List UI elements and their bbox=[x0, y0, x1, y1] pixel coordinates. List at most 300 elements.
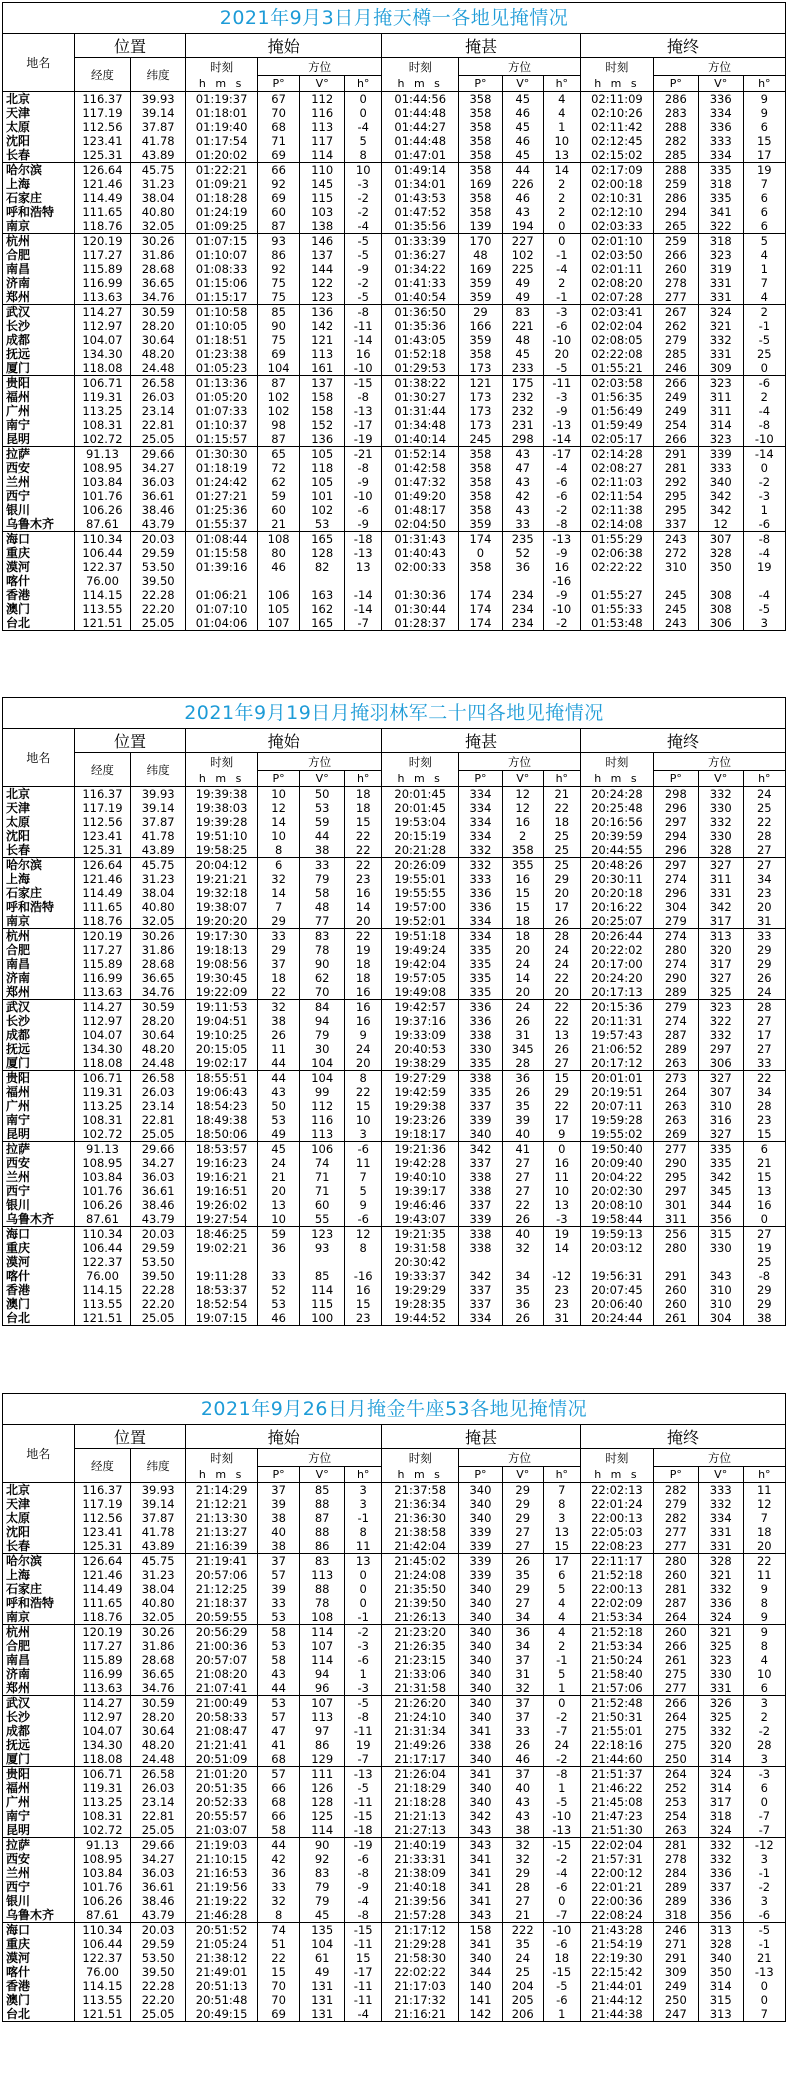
table-cell: 8 bbox=[743, 1639, 785, 1653]
table-cell: 114.27 bbox=[74, 305, 130, 320]
table-cell bbox=[345, 574, 382, 588]
table-cell: 339 bbox=[459, 1568, 503, 1582]
table-row bbox=[3, 1042, 786, 1056]
table-row bbox=[3, 1483, 786, 1498]
table-cell: 20:19:51 bbox=[580, 1085, 653, 1099]
table-cell: 62 bbox=[300, 971, 345, 985]
table-cell: 266 bbox=[653, 1696, 698, 1711]
table-cell: 49 bbox=[502, 290, 543, 305]
table-cell: 320 bbox=[698, 1738, 743, 1752]
table-cell: 101 bbox=[300, 489, 345, 503]
table-cell: 36 bbox=[502, 560, 543, 574]
table-cell: 23 bbox=[345, 872, 382, 886]
table-cell: 36.03 bbox=[131, 1170, 186, 1184]
table-cell: 19:38:03 bbox=[186, 801, 258, 815]
table-cell: 21:26:04 bbox=[382, 1767, 459, 1782]
place-name: 昆明 bbox=[3, 432, 75, 447]
header-mid: 掩甚 bbox=[382, 729, 581, 753]
table-cell: 55 bbox=[300, 1212, 345, 1227]
table-cell: 52 bbox=[502, 546, 543, 560]
table-cell: 21:26:35 bbox=[382, 1639, 459, 1653]
table-cell: 02:11:38 bbox=[580, 503, 653, 517]
table-cell: 358 bbox=[459, 475, 503, 489]
table-cell: 21:26:20 bbox=[382, 1696, 459, 1711]
table-cell: 113 bbox=[300, 120, 345, 134]
table-cell: 24 bbox=[502, 1951, 543, 1965]
table-cell: 334 bbox=[698, 106, 743, 120]
table-cell: 275 bbox=[653, 1667, 698, 1681]
table-cell: 20:30:42 bbox=[382, 1255, 459, 1269]
table-cell: 27 bbox=[502, 1525, 543, 1539]
header-h: h° bbox=[743, 1467, 785, 1483]
table-cell: 39 bbox=[257, 1497, 299, 1511]
header-p: P° bbox=[459, 771, 503, 787]
table-cell: 70 bbox=[257, 1979, 299, 1993]
table-cell: 19:40:10 bbox=[382, 1170, 459, 1184]
table-cell bbox=[300, 574, 345, 588]
place-name: 济南 bbox=[3, 276, 75, 290]
table-cell: 01:41:33 bbox=[382, 276, 459, 290]
table-cell: 104.07 bbox=[74, 333, 130, 347]
table-cell: 1 bbox=[743, 262, 785, 276]
table-row bbox=[3, 1198, 786, 1212]
table-cell: 290 bbox=[653, 1156, 698, 1170]
table-cell: 19:21:21 bbox=[186, 872, 258, 886]
table-row bbox=[3, 1113, 786, 1127]
table-cell: 264 bbox=[653, 1767, 698, 1782]
table-cell: 314 bbox=[698, 1781, 743, 1795]
table-cell: 32 bbox=[502, 1838, 543, 1853]
table-cell: 44 bbox=[257, 1056, 299, 1071]
table-cell: 144 bbox=[300, 262, 345, 276]
table-cell: 266 bbox=[653, 432, 698, 447]
table-cell: 01:15:06 bbox=[186, 276, 258, 290]
table-row bbox=[3, 1923, 786, 1938]
table-cell: 22 bbox=[257, 985, 299, 1000]
table-cell: 340 bbox=[459, 1582, 503, 1596]
table-cell: 88 bbox=[300, 1525, 345, 1539]
table-cell: 122.37 bbox=[74, 1951, 130, 1965]
place-name: 广州 bbox=[3, 1795, 75, 1809]
place-name: 厦门 bbox=[3, 1056, 75, 1071]
table-cell: 1 bbox=[543, 120, 580, 134]
table-cell: 71 bbox=[300, 1184, 345, 1198]
table-cell: 114.15 bbox=[74, 1283, 130, 1297]
table-cell: -11 bbox=[345, 1795, 382, 1809]
table-cell: 249 bbox=[653, 390, 698, 404]
table-cell: 49 bbox=[300, 1965, 345, 1979]
table-body bbox=[3, 787, 786, 1326]
table-cell: 21:49:26 bbox=[382, 1738, 459, 1752]
table-cell: 29.66 bbox=[131, 1838, 186, 1853]
table-cell: 21:54:19 bbox=[580, 1937, 653, 1951]
table-cell: 7 bbox=[743, 1511, 785, 1525]
table-cell: 19:32:18 bbox=[186, 886, 258, 900]
table-cell: 165 bbox=[300, 532, 345, 547]
table-cell: 116.37 bbox=[74, 1483, 130, 1498]
table-cell: 126.64 bbox=[74, 858, 130, 873]
table-cell: 1 bbox=[543, 2007, 580, 2022]
table-cell: 8 bbox=[257, 1908, 299, 1923]
table-cell: 18:46:25 bbox=[186, 1227, 258, 1242]
table-cell: 19 bbox=[743, 1241, 785, 1255]
table-cell: 98 bbox=[257, 418, 299, 432]
table-cell: 234 bbox=[502, 602, 543, 616]
table-cell: 29 bbox=[743, 957, 785, 971]
table-cell: 71 bbox=[257, 134, 299, 148]
table-cell: 340 bbox=[459, 1696, 503, 1711]
table-cell: 314 bbox=[698, 1752, 743, 1767]
table-cell: 0 bbox=[345, 1582, 382, 1596]
table-cell: 113.55 bbox=[74, 602, 130, 616]
table-cell: 02:14:28 bbox=[580, 447, 653, 462]
table-cell: 25 bbox=[543, 843, 580, 858]
table-cell: 79 bbox=[300, 1880, 345, 1894]
table-cell: 01:04:06 bbox=[186, 616, 258, 631]
table-cell: 19:04:51 bbox=[186, 1014, 258, 1028]
table-cell: 19:21:36 bbox=[382, 1142, 459, 1157]
table-cell: 134.30 bbox=[74, 1042, 130, 1056]
table-cell: 28.68 bbox=[131, 1653, 186, 1667]
header-name: 地名 bbox=[3, 1425, 75, 1483]
table-cell: 02:03:33 bbox=[580, 219, 653, 234]
table-cell: 334 bbox=[698, 1511, 743, 1525]
table-cell: 19:16:51 bbox=[186, 1184, 258, 1198]
table-cell: -17 bbox=[543, 447, 580, 462]
place-name: 昆明 bbox=[3, 1823, 75, 1838]
table-cell: 37 bbox=[257, 1554, 299, 1569]
table-row bbox=[3, 305, 786, 320]
table-cell: -15 bbox=[345, 1809, 382, 1823]
table-cell: 48.20 bbox=[131, 1738, 186, 1752]
table-cell: 44 bbox=[257, 1681, 299, 1696]
table-cell: 358 bbox=[459, 148, 503, 163]
table-cell: 341 bbox=[698, 205, 743, 219]
table-cell bbox=[743, 574, 785, 588]
table-cell: 01:43:05 bbox=[382, 333, 459, 347]
table-cell: 325 bbox=[698, 1639, 743, 1653]
table-cell: 01:40:14 bbox=[382, 432, 459, 447]
table-cell: 102.72 bbox=[74, 1823, 130, 1838]
table-cell: 31 bbox=[743, 914, 785, 929]
table-cell: 5 bbox=[543, 1667, 580, 1681]
table-cell: 122.37 bbox=[74, 560, 130, 574]
table-cell: 45 bbox=[257, 1142, 299, 1157]
header-bearing: 方位 bbox=[257, 753, 381, 771]
table-cell: 102 bbox=[300, 503, 345, 517]
table-cell: 46 bbox=[502, 134, 543, 148]
table-cell: 337 bbox=[653, 517, 698, 532]
table-cell: 2 bbox=[543, 191, 580, 205]
table-cell: -3 bbox=[743, 489, 785, 503]
table-cell: 2 bbox=[543, 1639, 580, 1653]
table-cell: 102.72 bbox=[74, 1127, 130, 1142]
table-cell: 100 bbox=[300, 1311, 345, 1326]
header-v: V° bbox=[698, 76, 743, 92]
header-begin: 掩始 bbox=[186, 1425, 382, 1449]
table-cell: -11 bbox=[345, 1937, 382, 1951]
table-cell: 264 bbox=[653, 1710, 698, 1724]
table-cell: 19:43:07 bbox=[382, 1212, 459, 1227]
table-cell: 256 bbox=[653, 1227, 698, 1242]
table-cell: 136 bbox=[300, 432, 345, 447]
table-cell: 21:44:38 bbox=[580, 2007, 653, 2022]
header-hms: h m s bbox=[382, 76, 459, 92]
table-cell: 21:27:13 bbox=[382, 1823, 459, 1838]
place-name: 沈阳 bbox=[3, 829, 75, 843]
table-cell: -14 bbox=[345, 588, 382, 602]
table-cell: 103.84 bbox=[74, 1170, 130, 1184]
table-cell: 332 bbox=[698, 1028, 743, 1042]
table-cell: 76.00 bbox=[74, 1965, 130, 1979]
table-cell: 21:33:06 bbox=[382, 1667, 459, 1681]
table-cell: 21:13:27 bbox=[186, 1525, 258, 1539]
table-cell: 47 bbox=[257, 1724, 299, 1738]
table-cell: 02:08:20 bbox=[580, 276, 653, 290]
table-cell: 8 bbox=[743, 1596, 785, 1610]
table-cell: 125.31 bbox=[74, 843, 130, 858]
table-cell: 21:29:28 bbox=[382, 1937, 459, 1951]
table-cell: 279 bbox=[653, 1000, 698, 1015]
header-begin: 掩始 bbox=[186, 729, 382, 753]
table-cell: 334 bbox=[459, 914, 503, 929]
header-h: h° bbox=[543, 76, 580, 92]
table-cell: 281 bbox=[653, 461, 698, 475]
table-cell: 58 bbox=[300, 886, 345, 900]
table-cell: 38.46 bbox=[131, 1894, 186, 1908]
table-cell: 334 bbox=[459, 929, 503, 944]
place-name: 长春 bbox=[3, 843, 75, 858]
table-row bbox=[3, 532, 786, 547]
table-cell: 8 bbox=[345, 148, 382, 163]
table-cell: 20:44:55 bbox=[580, 843, 653, 858]
table-row bbox=[3, 1880, 786, 1894]
table-cell: 342 bbox=[459, 1809, 503, 1823]
table-cell: 334 bbox=[459, 829, 503, 843]
place-name: 抚远 bbox=[3, 347, 75, 361]
table-cell: 45.75 bbox=[131, 163, 186, 178]
table-cell: 26 bbox=[502, 1738, 543, 1752]
table-cell: 317 bbox=[698, 914, 743, 929]
table-cell: -7 bbox=[743, 1809, 785, 1823]
table-cell: 126.64 bbox=[74, 1554, 130, 1569]
table-cell: 25.05 bbox=[131, 432, 186, 447]
table-cell: 345 bbox=[502, 1042, 543, 1056]
table-cell: 317 bbox=[698, 957, 743, 971]
table-cell: 27 bbox=[743, 1042, 785, 1056]
table-cell: 114.27 bbox=[74, 1696, 130, 1711]
table-cell: 23 bbox=[543, 1297, 580, 1311]
table-cell: 336 bbox=[698, 92, 743, 107]
table-cell: 358 bbox=[459, 120, 503, 134]
place-name: 南京 bbox=[3, 1610, 75, 1625]
table-cell: 104 bbox=[257, 361, 299, 376]
table-cell: 128 bbox=[300, 546, 345, 560]
table-cell: -10 bbox=[743, 432, 785, 447]
place-name: 成都 bbox=[3, 1724, 75, 1738]
table-cell: 49 bbox=[257, 1127, 299, 1142]
table-cell: 78 bbox=[300, 1596, 345, 1610]
table-cell: 24 bbox=[543, 1738, 580, 1752]
table-cell: 48.20 bbox=[131, 347, 186, 361]
table-cell: 02:10:26 bbox=[580, 106, 653, 120]
table-cell: 29 bbox=[502, 1497, 543, 1511]
table-cell: 21:58:40 bbox=[580, 1667, 653, 1681]
table-cell: 106 bbox=[257, 588, 299, 602]
table-cell: -4 bbox=[743, 404, 785, 418]
table-cell: 336 bbox=[698, 1894, 743, 1908]
table-cell: 9 bbox=[743, 1625, 785, 1640]
table-cell: 19:20:20 bbox=[186, 914, 258, 929]
table-cell: 70 bbox=[257, 106, 299, 120]
table-cell: 18:50:06 bbox=[186, 1127, 258, 1142]
table-cell: -13 bbox=[743, 1965, 785, 1979]
place-name: 澳门 bbox=[3, 602, 75, 616]
table-cell: 342 bbox=[459, 1269, 503, 1283]
table-cell: 271 bbox=[653, 1937, 698, 1951]
table-cell: 112.56 bbox=[74, 120, 130, 134]
table-cell: 332 bbox=[698, 1497, 743, 1511]
table-cell: -9 bbox=[543, 588, 580, 602]
place-name: 贵阳 bbox=[3, 376, 75, 391]
table-cell: 23 bbox=[743, 886, 785, 900]
table-cell: 38 bbox=[257, 1014, 299, 1028]
table-cell: 332 bbox=[698, 815, 743, 829]
table-cell: 01:47:01 bbox=[382, 148, 459, 163]
table-cell: 6 bbox=[743, 1781, 785, 1795]
table-cell: -6 bbox=[345, 1142, 382, 1157]
header-p: P° bbox=[653, 76, 698, 92]
table-cell: 264 bbox=[653, 1085, 698, 1099]
table-cell: 15 bbox=[543, 1539, 580, 1554]
table-cell: 79 bbox=[300, 1028, 345, 1042]
header-bearing: 方位 bbox=[653, 58, 785, 76]
table-cell: 36.03 bbox=[131, 475, 186, 489]
table-cell: 340 bbox=[459, 1752, 503, 1767]
table-cell: 53.50 bbox=[131, 1951, 186, 1965]
table-cell: 22:18:16 bbox=[580, 1738, 653, 1752]
table-cell: 57 bbox=[257, 1710, 299, 1724]
table-cell: 129 bbox=[300, 1752, 345, 1767]
place-name: 漠河 bbox=[3, 1951, 75, 1965]
table-cell: 20:58:33 bbox=[186, 1710, 258, 1724]
table-cell: 321 bbox=[698, 319, 743, 333]
table-cell: 117.27 bbox=[74, 248, 130, 262]
table-cell: 332 bbox=[698, 1582, 743, 1596]
table-cell: 20:49:15 bbox=[186, 2007, 258, 2022]
table-cell: 115.89 bbox=[74, 1653, 130, 1667]
table-cell: 315 bbox=[698, 1227, 743, 1242]
place-name: 重庆 bbox=[3, 546, 75, 560]
table-cell: 33 bbox=[502, 517, 543, 532]
table-cell: 340 bbox=[459, 1653, 503, 1667]
table-cell: 113 bbox=[300, 1710, 345, 1724]
table-cell: -4 bbox=[543, 461, 580, 475]
place-name: 喀什 bbox=[3, 574, 75, 588]
place-name: 南宁 bbox=[3, 1809, 75, 1823]
table-cell: 20:57:07 bbox=[186, 1653, 258, 1667]
table-cell: 57 bbox=[257, 1568, 299, 1582]
table-cell: 162 bbox=[300, 602, 345, 616]
table-cell: 01:18:19 bbox=[186, 461, 258, 475]
place-name: 郑州 bbox=[3, 985, 75, 1000]
table-cell: -3 bbox=[345, 1681, 382, 1696]
table-cell: 01:35:56 bbox=[382, 219, 459, 234]
place-name: 长沙 bbox=[3, 319, 75, 333]
table-cell: 38 bbox=[257, 1539, 299, 1554]
table-cell: 311 bbox=[698, 872, 743, 886]
table-cell: -15 bbox=[543, 1965, 580, 1979]
table-cell: 01:29:53 bbox=[382, 361, 459, 376]
table-cell: 123.41 bbox=[74, 1525, 130, 1539]
table-cell: 309 bbox=[653, 1965, 698, 1979]
table-row bbox=[3, 219, 786, 234]
table-cell: -14 bbox=[345, 602, 382, 616]
table-cell: 18:53:37 bbox=[186, 1283, 258, 1297]
table-cell: 21:08:20 bbox=[186, 1667, 258, 1681]
table-cell: 02:00:33 bbox=[382, 560, 459, 574]
place-name: 长沙 bbox=[3, 1710, 75, 1724]
place-name: 重庆 bbox=[3, 1937, 75, 1951]
table-cell: 358 bbox=[459, 134, 503, 148]
table-cell: 28 bbox=[743, 1738, 785, 1752]
table-cell: 10 bbox=[345, 1113, 382, 1127]
header-v: V° bbox=[502, 771, 543, 787]
table-cell: 335 bbox=[698, 163, 743, 178]
table-cell: 01:18:28 bbox=[186, 191, 258, 205]
table-cell: 21:18:37 bbox=[186, 1596, 258, 1610]
table-cell: -9 bbox=[345, 475, 382, 489]
table-cell: 9 bbox=[743, 1582, 785, 1596]
table-row bbox=[3, 1071, 786, 1086]
table-cell: -8 bbox=[345, 1710, 382, 1724]
table-cell: 27 bbox=[502, 1894, 543, 1908]
table-row bbox=[3, 829, 786, 843]
table-cell: 2 bbox=[543, 276, 580, 290]
table-cell: 02:05:17 bbox=[580, 432, 653, 447]
table-cell: 01:55:27 bbox=[580, 588, 653, 602]
table-cell: 21:10:15 bbox=[186, 1852, 258, 1866]
table-cell: 332 bbox=[698, 1852, 743, 1866]
table-cell: 10 bbox=[743, 1667, 785, 1681]
table-cell: 277 bbox=[653, 1681, 698, 1696]
header-lat: 纬度 bbox=[131, 58, 186, 92]
table-cell: 19:46:46 bbox=[382, 1198, 459, 1212]
table-cell: 21:17:03 bbox=[382, 1979, 459, 1993]
table-cell: 02:14:08 bbox=[580, 517, 653, 532]
table-cell: 306 bbox=[698, 1056, 743, 1071]
table-cell: 297 bbox=[653, 858, 698, 873]
section-title: 2021年9月26日月掩金牛座53各地见掩情况 bbox=[2, 1393, 786, 1424]
table-cell: 113 bbox=[300, 1568, 345, 1582]
table-cell: 01:30:30 bbox=[186, 447, 258, 462]
table-cell: 249 bbox=[653, 404, 698, 418]
place-name: 拉萨 bbox=[3, 1142, 75, 1157]
table-cell: 335 bbox=[459, 971, 503, 985]
table-cell: 48 bbox=[459, 248, 503, 262]
table-cell: 289 bbox=[653, 1880, 698, 1894]
table-cell: 66 bbox=[257, 163, 299, 178]
table-row bbox=[3, 92, 786, 107]
table-cell: 31.23 bbox=[131, 1568, 186, 1582]
table-row bbox=[3, 1738, 786, 1752]
table-cell: 287 bbox=[653, 1596, 698, 1610]
table-cell: 345 bbox=[698, 1184, 743, 1198]
table-cell: -4 bbox=[345, 219, 382, 234]
table-cell: 19:11:53 bbox=[186, 1000, 258, 1015]
table-cell: 48.20 bbox=[131, 1042, 186, 1056]
table-cell: 94 bbox=[300, 1667, 345, 1681]
